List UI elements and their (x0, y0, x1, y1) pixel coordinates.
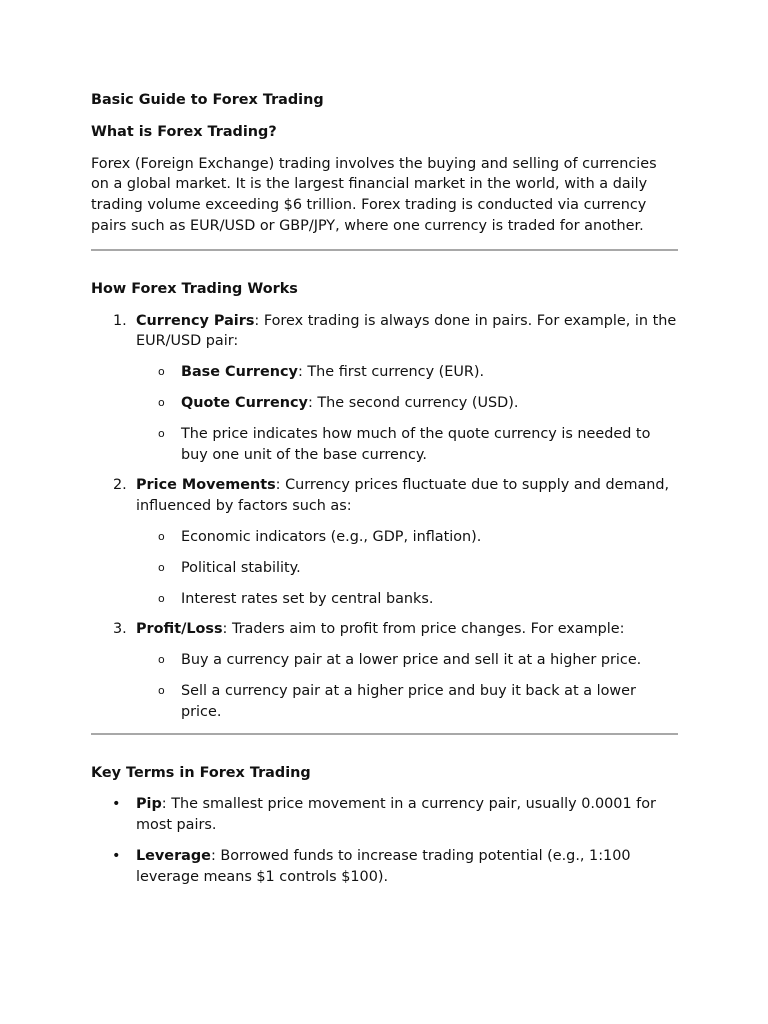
key-term-item (91, 846, 678, 888)
circle-bullet: o (158, 653, 165, 667)
item-number: 1. (113, 312, 127, 329)
item-number: 2. (113, 477, 127, 494)
sub-list (136, 362, 678, 465)
circle-bullet: o (158, 560, 165, 574)
sub-list (136, 650, 678, 722)
sub-item-term: Base Currency (181, 364, 298, 381)
key-term: Leverage (136, 847, 211, 864)
sub-item-text: : The second currency (USD). (307, 394, 519, 411)
sub-item-text: Sell a currency pair at a higher price and buy it back at a lower price. (181, 682, 636, 720)
section-divider (91, 249, 678, 251)
circle-bullet: o (158, 529, 165, 543)
sub-item-text: Buy a currency pair at a lower price and sell it at a higher price. (181, 652, 642, 669)
circle-bullet: o (158, 365, 165, 379)
bullet-dot: • (112, 847, 121, 864)
numbered-item (91, 619, 678, 722)
key-terms-list (91, 794, 678, 887)
sub-list-item (136, 558, 678, 579)
numbered-item (91, 475, 678, 609)
item-text: : Traders aim to profit from price changes. For example: (222, 621, 625, 638)
how-it-works-heading: How Forex Trading Works (91, 280, 298, 297)
key-term-text: : Borrowed funds to increase trading potential (e.g., 1:100 leverage means $1 controls $100). (136, 847, 631, 885)
section-divider (91, 733, 678, 735)
key-term: Pip (136, 796, 162, 813)
sub-item-term: Quote Currency (181, 394, 308, 411)
circle-bullet: o (158, 426, 165, 440)
sub-item-text: Economic indicators (e.g., GDP, inflation). (181, 528, 482, 545)
circle-bullet: o (158, 683, 165, 697)
item-term: Profit/Loss (136, 621, 223, 638)
how-it-works-list (91, 311, 678, 723)
key-terms-heading: Key Terms in Forex Trading (91, 764, 311, 781)
sub-list-item (136, 650, 678, 671)
circle-bullet: o (158, 591, 165, 605)
key-term-item (91, 794, 678, 836)
item-text: : Forex trading is always done in pairs. For example, in the EUR/USD pair: (136, 312, 677, 350)
sub-item-text: The price indicates how much of the quote currency is needed to buy one unit of the base currency. (181, 425, 651, 463)
key-term-text: : The smallest price movement in a currency pair, usually 0.0001 for most pairs. (136, 796, 656, 834)
item-term: Price Movements (136, 477, 276, 494)
circle-bullet: o (158, 395, 165, 409)
document-page (91, 90, 678, 898)
item-number: 3. (113, 621, 127, 638)
sub-list-item (136, 527, 678, 548)
sub-item-text: Political stability. (181, 559, 301, 576)
sub-item-text: : The first currency (EUR). (297, 364, 485, 381)
bullet-dot: • (112, 796, 121, 813)
sub-list-item (136, 424, 678, 466)
sub-list (136, 527, 678, 609)
sub-list-item (136, 589, 678, 610)
sub-list-item (136, 393, 678, 414)
document-title: Basic Guide to Forex Trading (91, 92, 324, 108)
sub-item-text: Interest rates set by central banks. (181, 590, 434, 607)
item-term: Currency Pairs (136, 312, 255, 329)
item-text: : Currency prices fluctuate due to supply and demand, influenced by factors such as: (136, 477, 670, 515)
intro-heading: What is Forex Trading? (91, 123, 277, 140)
numbered-item (91, 311, 678, 466)
intro-paragraph: Forex (Foreign Exchange) trading involves the buying and selling of currencies on a global market. It is the largest financial market in the world, with a daily trading volume exceeding $6 trillion. Forex trading is conducted via currency pairs such as EUR/USD or GBP/JPY, where one currency is traded for another. (91, 155, 657, 234)
sub-list-item (136, 681, 678, 723)
sub-list-item (136, 362, 678, 383)
